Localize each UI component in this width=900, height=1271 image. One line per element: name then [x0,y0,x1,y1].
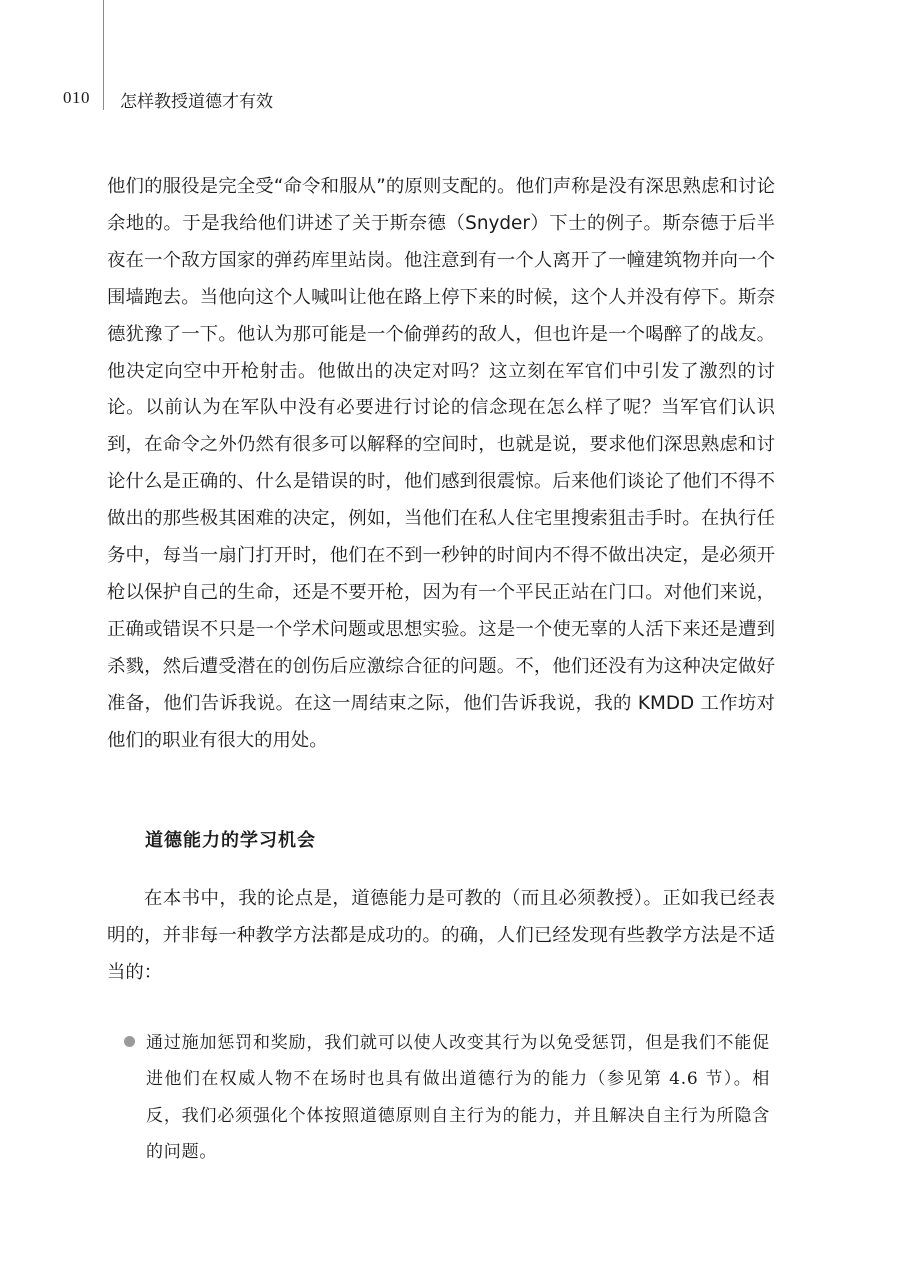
running-title: 怎样教授道德才有效 [120,92,273,112]
bullet-item: 通过施加惩罚和奖励，我们就可以使人改变其行为以免受惩罚，但是我们不能促进他们在权威人物不在场时也具有做出道德行为的能力（参见第 4.6 节）。相反，我们必须强化个体按照道德原则自主行为的能力，并且解决自主行为所隐含的问题。 [146,1033,770,1162]
section-heading: 道德能力的学习机会 [145,830,316,851]
bullet-dot-icon [124,1036,135,1047]
body-paragraph: 他们的服役是完全受“命令和服从”的原则支配的。他们声称是没有深思熟虑和讨论余地的。于是我给他们讲述了关于斯奈德（Snyder）下士的例子。斯奈德于后半夜在一个敌方国家的弹药库里站岗。他注意到有一个人离开了一幢建筑物并向一个围墙跑去。当他向这个人喊叫让他在路上停下来的时候，这个人并没有停下。斯奈德犹豫了一下。他认为那可能是一个偷弹药的敌人，但也许是一个喝醉了的战友。他决定向空中开枪射击。他做出的决定对吗？这立刻在军官们中引发了激烈的讨论。以前认为在军队中没有必要进行讨论的信念现在怎么样了呢？当军官们认识到，在命令之外仍然有很多可以解释的空间时，也就是说，要求他们深思熟虑和讨论什么是正确的、什么是错误的时，他们感到很震惊。后来他们谈论了他们不得不做出的那些极其困难的决定，例如，当他们在私人住宅里搜索狙击手时。在执行任务中，每当一扇门打开时，他们在不到一秒钟的时间内不得不做出决定，是必须开枪以保护自己的生命，还是不要开枪，因为有一个平民正站在门口。对他们来说，正确或错误不只是一个学术问题或思想实验。这是一个使无辜的人活下来还是遭到杀戮，然后遭受潜在的创伤后应激综合征的问题。不，他们还没有为这种决定做好准备，他们告诉我说。在这一周结束之际，他们告诉我说，我的 KMDD 工作坊对他们的职业有很大的用处。 [107,176,775,751]
page-number: 010 [63,88,90,107]
header-vertical-rule [103,0,104,110]
section-paragraph: 在本书中，我的论点是，道德能力是可教的（而且必须教授）。正如我已经表明的，并非每一种教学方法都是成功的。的确，人们已经发现有些教学方法是不适当的： [107,888,775,983]
